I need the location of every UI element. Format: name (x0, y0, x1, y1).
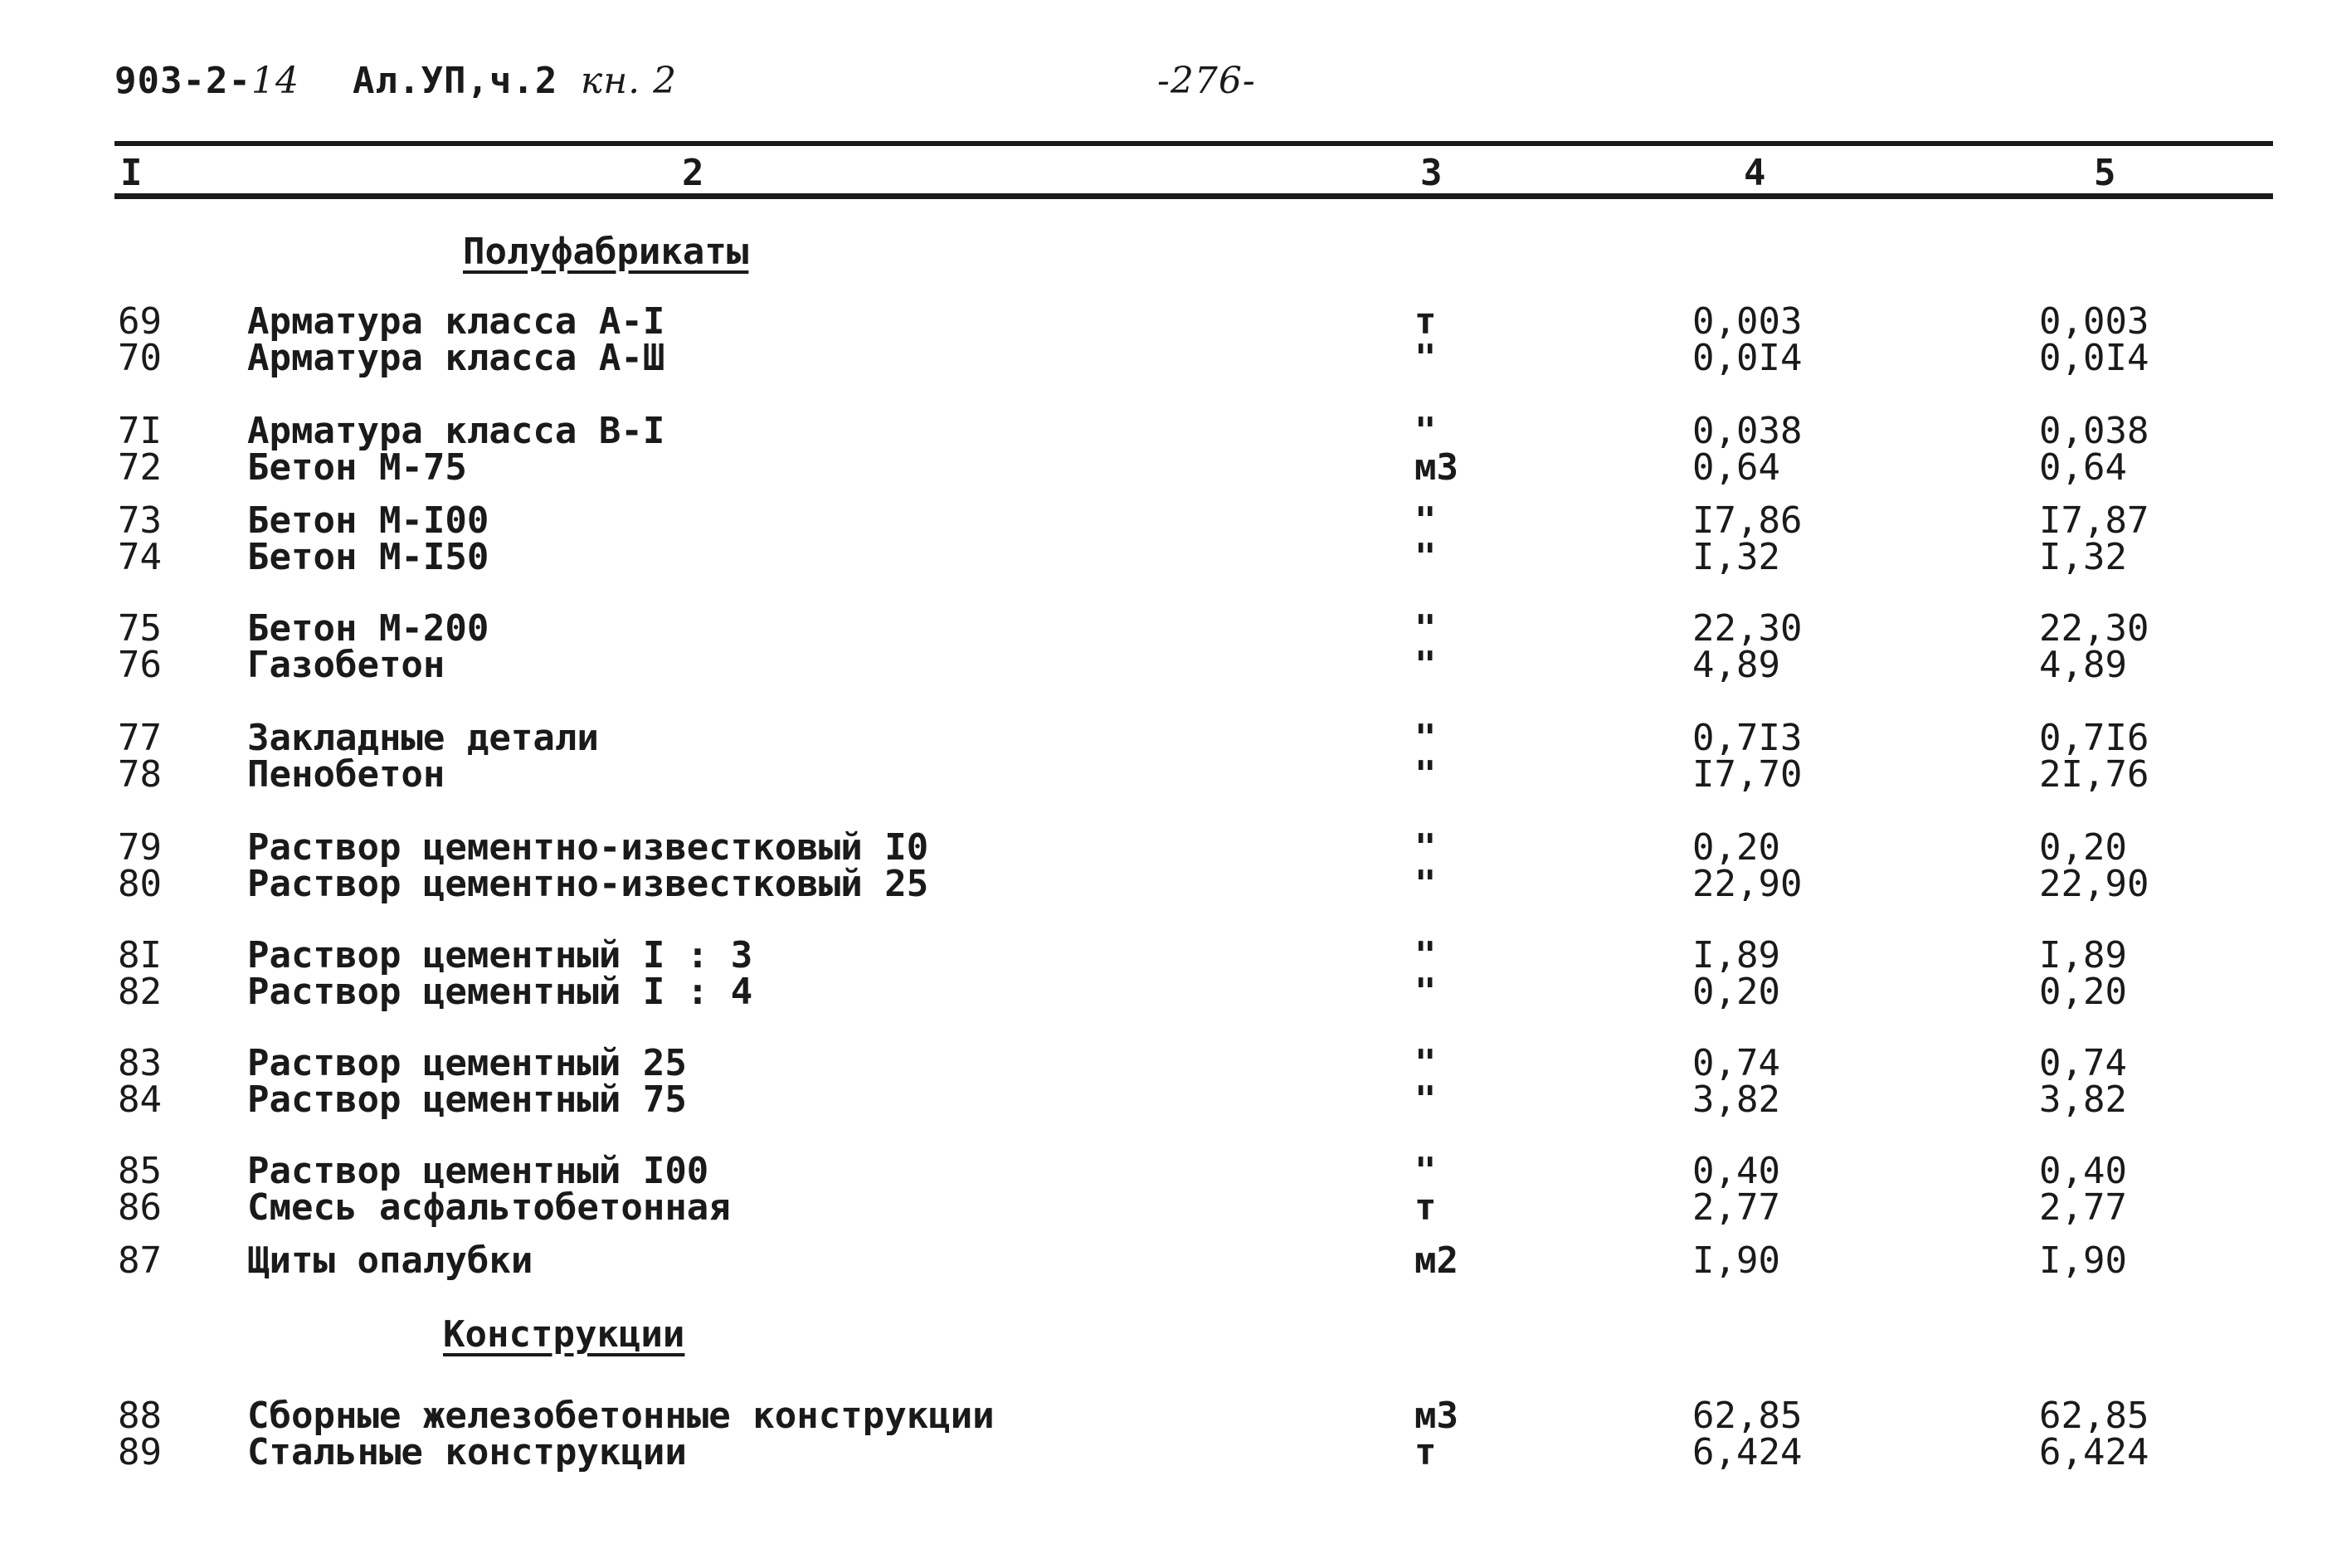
quantity-column-4: I7,86 (1692, 499, 1803, 542)
quantity-column-5: 2I,76 (2039, 753, 2149, 796)
column-header-1: I (120, 152, 143, 194)
quantity-column-4: 0,40 (1692, 1150, 1780, 1192)
unit-of-measure: м2 (1414, 1239, 1458, 1282)
material-name: Газобетон (247, 644, 445, 686)
material-name: Бетон М-I00 (247, 499, 489, 542)
row-number: 82 (118, 971, 162, 1013)
row-number: 78 (118, 753, 162, 796)
material-name: Бетон М-200 (247, 607, 489, 650)
unit-of-measure: " (1414, 934, 1437, 976)
unit-of-measure: т (1414, 1431, 1437, 1473)
unit-of-measure: м3 (1414, 446, 1458, 489)
row-number: 7I (118, 410, 162, 452)
row-number: 77 (118, 717, 162, 759)
row-number: 74 (118, 536, 162, 578)
quantity-column-5: 62,85 (2039, 1395, 2149, 1437)
unit-of-measure: " (1414, 644, 1437, 686)
material-name: Смесь асфальтобетонная (247, 1186, 731, 1229)
quantity-column-4: I,90 (1692, 1239, 1780, 1282)
section-heading-semi-finished: Полуфабрикаты (463, 231, 749, 273)
quantity-column-4: 22,90 (1692, 863, 1803, 905)
quantity-column-4: I,89 (1692, 934, 1780, 976)
quantity-column-4: 0,20 (1692, 971, 1780, 1013)
row-number: 79 (118, 826, 162, 869)
unit-of-measure: " (1414, 717, 1437, 759)
row-number: 85 (118, 1150, 162, 1192)
row-number: 76 (118, 644, 162, 686)
quantity-column-5: I7,87 (2039, 499, 2149, 542)
quantity-column-5: 6,424 (2039, 1431, 2149, 1473)
unit-of-measure: " (1414, 499, 1437, 542)
quantity-column-5: I,90 (2039, 1239, 2127, 1282)
material-name: Арматура класса В-I (247, 410, 665, 452)
unit-of-measure: " (1414, 337, 1437, 379)
row-number: 72 (118, 446, 162, 489)
quantity-column-4: 0,20 (1692, 826, 1780, 869)
quantity-column-5: 3,82 (2039, 1079, 2127, 1121)
material-name: Бетон М-75 (247, 446, 467, 489)
quantity-column-4: 6,424 (1692, 1431, 1803, 1473)
material-name: Стальные конструкции (247, 1431, 687, 1473)
table-header-rule (114, 193, 2273, 199)
column-header-2: 2 (682, 152, 704, 194)
quantity-column-4: 62,85 (1692, 1395, 1803, 1437)
quantity-column-5: 0,003 (2039, 300, 2149, 343)
quantity-column-4: 0,7I3 (1692, 717, 1803, 759)
page-number: -276- (1157, 60, 1256, 102)
document-code (114, 60, 299, 102)
quantity-column-4: 2,77 (1692, 1186, 1780, 1229)
row-number: 69 (118, 300, 162, 343)
quantity-column-5: 0,74 (2039, 1042, 2127, 1084)
row-number: 8I (118, 934, 162, 976)
section-heading-constructions: Конструкции (443, 1313, 685, 1356)
unit-of-measure: " (1414, 410, 1437, 452)
quantity-column-5: 0,038 (2039, 410, 2149, 452)
unit-of-measure: " (1414, 1150, 1437, 1192)
material-name: Раствор цементный I : 3 (247, 934, 753, 976)
album-reference-printed: Ал.УП,ч.2 (353, 60, 558, 102)
material-name: Раствор цементно-известковый I0 (247, 826, 929, 869)
material-name: Арматура класса А-Ш (247, 337, 665, 379)
material-name: Раствор цементный I : 4 (247, 971, 753, 1013)
table-top-rule (114, 141, 2273, 146)
quantity-column-4: 0,038 (1692, 410, 1803, 452)
unit-of-measure: " (1414, 826, 1437, 869)
quantity-column-4: I7,70 (1692, 753, 1803, 796)
row-number: 75 (118, 607, 162, 650)
row-number: 83 (118, 1042, 162, 1084)
album-reference-handwritten: кн. 2 (580, 60, 678, 102)
unit-of-measure: т (1414, 1186, 1437, 1229)
row-number: 89 (118, 1431, 162, 1473)
quantity-column-5: 22,90 (2039, 863, 2149, 905)
row-number: 87 (118, 1239, 162, 1282)
quantity-column-4: I,32 (1692, 536, 1780, 578)
unit-of-measure: " (1414, 753, 1437, 796)
unit-of-measure: " (1414, 971, 1437, 1013)
quantity-column-5: 0,40 (2039, 1150, 2127, 1192)
row-number: 70 (118, 337, 162, 379)
quantity-column-4: 0,003 (1692, 300, 1803, 343)
quantity-column-4: 0,0I4 (1692, 337, 1803, 379)
unit-of-measure: " (1414, 863, 1437, 905)
unit-of-measure: " (1414, 536, 1437, 578)
row-number: 86 (118, 1186, 162, 1229)
material-name: Раствор цементный 25 (247, 1042, 687, 1084)
material-name: Закладные детали (247, 717, 599, 759)
material-name: Пенобетон (247, 753, 445, 796)
quantity-column-5: 0,0I4 (2039, 337, 2149, 379)
quantity-column-5: 4,89 (2039, 644, 2127, 686)
quantity-column-4: 0,64 (1692, 446, 1780, 489)
quantity-column-5: 0,20 (2039, 971, 2127, 1013)
unit-of-measure: " (1414, 607, 1437, 650)
row-number: 84 (118, 1079, 162, 1121)
unit-of-measure: " (1414, 1042, 1437, 1084)
quantity-column-5: I,89 (2039, 934, 2127, 976)
quantity-column-4: 22,30 (1692, 607, 1803, 650)
material-name: Сборные железобетонные конструкции (247, 1395, 995, 1437)
unit-of-measure: " (1414, 1079, 1437, 1121)
quantity-column-5: 2,77 (2039, 1186, 2127, 1229)
material-name: Бетон М-I50 (247, 536, 489, 578)
material-name: Раствор цементный 75 (247, 1079, 687, 1121)
material-name: Раствор цементно-известковый 25 (247, 863, 929, 905)
column-header-5: 5 (2094, 152, 2116, 194)
unit-of-measure: т (1414, 300, 1437, 343)
quantity-column-4: 3,82 (1692, 1079, 1780, 1121)
album-reference (353, 60, 677, 102)
row-number: 88 (118, 1395, 162, 1437)
unit-of-measure: м3 (1414, 1395, 1458, 1437)
material-name: Раствор цементный I00 (247, 1150, 709, 1192)
material-name: Арматура класса А-I (247, 300, 665, 343)
quantity-column-4: 4,89 (1692, 644, 1780, 686)
column-header-3: 3 (1420, 152, 1443, 194)
document-code-printed: 903-2- (114, 60, 251, 102)
quantity-column-5: 0,64 (2039, 446, 2127, 489)
row-number: 73 (118, 499, 162, 542)
row-number: 80 (118, 863, 162, 905)
quantity-column-5: I,32 (2039, 536, 2127, 578)
quantity-column-5: 22,30 (2039, 607, 2149, 650)
quantity-column-4: 0,74 (1692, 1042, 1780, 1084)
quantity-column-5: 0,7I6 (2039, 717, 2149, 759)
material-name: Щиты опалубки (247, 1239, 533, 1282)
quantity-column-5: 0,20 (2039, 826, 2127, 869)
column-header-4: 4 (1744, 152, 1766, 194)
document-code-handwritten: 14 (251, 60, 299, 102)
